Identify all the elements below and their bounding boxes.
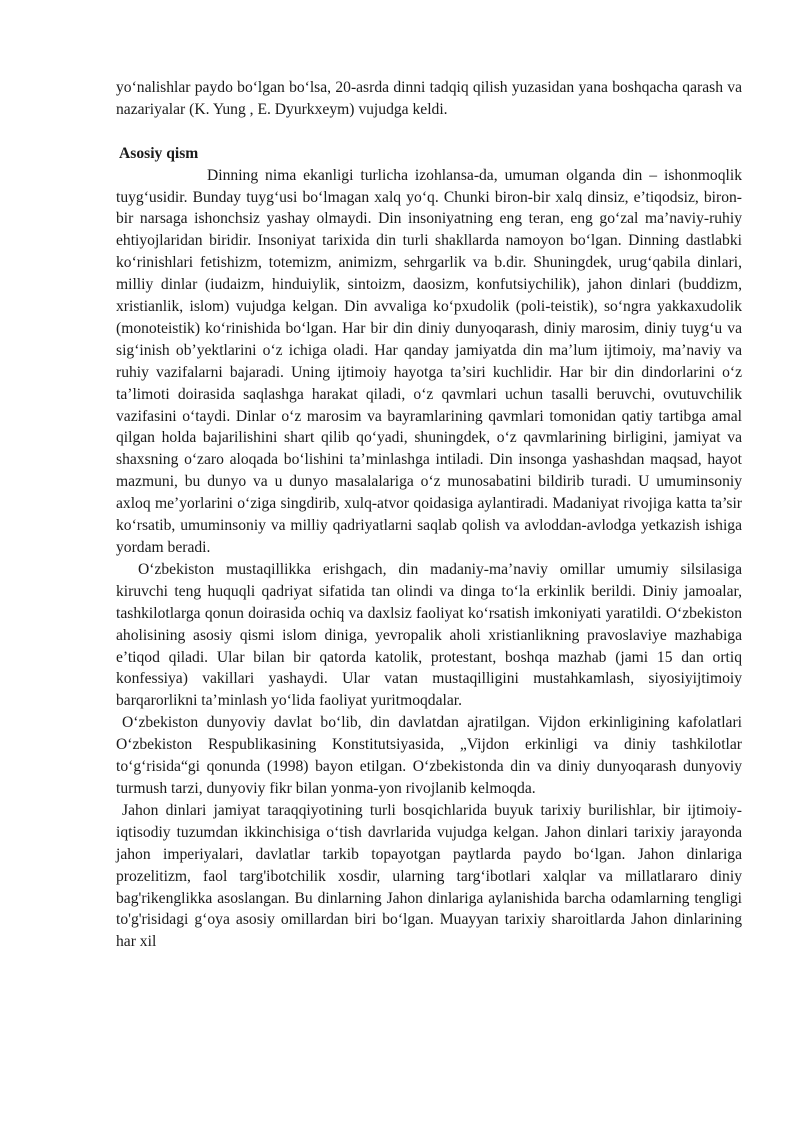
- document-body: [116, 77, 742, 953]
- paragraph-independence: O‘zbekiston mustaqillikka erishgach, din madaniy-ma’naviy omillar umumiy silsilasiga kiruvchi teng huquqli qadriyat sifatida tan olindi va dinga to‘la erkinlik berildi. Diniy jamoalar, tashkilotlarga qonun doirasida ochiq va daxlsiz faoliyat ko‘rsatish imkoniyati yaratildi. O‘zbekiston aholisining asosiy qismi islom diniga, yevropalik aholi xristianlikning pravoslaviye mazhabiga e’tiqod qiladi. Ular bilan bir qatorda katolik, protestant, boshqa mazhab (jami 15 dan ortiq konfessiya) vakillari yashaydi. Ular vatan mustaqilligini mustahkamlash, siyosiyijtimoiy barqarorlikni ta’minlash yo‘lida faoliyat yuritmoqdalar.: [116, 560, 742, 710]
- section-heading: Asosiy qism: [119, 144, 199, 162]
- paragraph-religion-definition: Dinning nima ekanligi turlicha izohlansa-da, umuman olganda din – ishonmoqlik tuyg‘usidir. Bunday tuyg‘usi bo‘lmagan xalq yo‘q. Chunki biron-bir xalq dinsiz, e’tiqodsiz, biron-bir narsaga ishonchsiz yashay olmaydi. Din insoniyatning eng teran, eng go‘zal ma’naviy-ruhiy ehtiyojlaridan biridir. Insoniyat tarixida din turli shakllarda namoyon bo‘lgan. Dinning dastlabki ko‘rinishlari fetishizm, totemizm, animizm, sehrgarlik va b.dir. Shuningdek, urug‘qabila dinlari, milliy dinlar (iudaizm, hinduiylik, sintoizm, daosizm, konfutsiychilik), jahon dinlari (buddizm, xristianlik, islom) vujudga kelgan. Din avvaliga ko‘pxudolik (poli-teistik), so‘ngra yakkaxudolik (monoteistik) ko‘rinishida bo‘lgan. Har bir din diniy dunyoqarash, diniy marosim, diniy tuyg‘u va sig‘inish ob’yektlarini o‘z ichiga oladi. Har qanday jamiyatda din ma’lum ijtimoiy, ma’naviy va ruhiy vazifalarni bajaradi. Uning ijtimoiy hayotga ta’siri kuchlidir. Har bir din dindorlarini o‘z ta’limoti doirasida saqlashga harakat qiladi, o‘z qavmlari uchun tasalli beruvchi, ovutuvchilik vazifasini o‘taydi. Dinlar o‘z marosim va bayramlarining qavmlari tomonidan qatiy tartibga amal qilgan holda bajarilishini shart qilib qo‘yadi, shuningdek, o‘z qavmlarining birligini, jamiyat va shaxsning o‘zaro aloqada bo‘lishini ta’minlashga intiladi. Din insonga yashashdan maqsad, hayot mazmuni, bu dunyo va u dunyo masalalariga o‘z munosabatini bildirib turadi. U umuminsoniy axloq me’yorlarini o‘ziga singdirib, xulq-atvor qoidasiga aylantiradi. Madaniyat rivojiga katta ta’sir ko‘rsatib, umuminsoniy va milliy qadriyatlarni saqlab qolish va avloddan-avlodga yetkazish ishiga yordam beradi.: [116, 166, 742, 557]
- paragraph-world-religions: Jahon dinlari jamiyat taraqqiyotining turli bosqichlarida buyuk tarixiy burilishlar, bir ijtimoiy-iqtisodiy tuzumdan ikkinchisiga o‘tish davrlarida vujudga kelgan. Jahon dinlari tarixiy jarayonda jahon imperiyalari, davlatlar tarkib topayotgan paytlarda paydo bo‘lgan. Jahon dinlariga prozelitizm, faol targ'ibotchilik xosdir, ularning targ‘ibotlari xalqlar va millatlararo diniy bag'rikenglikka asoslangan. Bu dinlarning Jahon dinlariga aylanishida barcha odamlarning tengligi to'g'risidagi g‘oya asosiy omillardan biri bo‘lgan. Muayyan tarixiy sharoitlarda Jahon dinlarining har xil: [116, 801, 742, 951]
- paragraph-secular-state: O‘zbekiston dunyoviy davlat bo‘lib, din davlatdan ajratilgan. Vijdon erkinligining kafolatlari O‘zbekiston Respublikasining Konstitutsiyasida, „Vijdon erkinligi va diniy tashkilotlar to‘g‘risida“gi qonunda (1998) bayon etilgan. O‘zbekistonda din va diniy dunyoqarash dunyoviy turmush tarzi, dunyoviy fikr bilan yonma-yon rivojlanib kelmoqda.: [116, 714, 742, 797]
- intro-paragraph: yo‘nalishlar paydo bo‘lgan bo‘lsa, 20-asrda dinni tadqiq qilish yuzasidan yana boshqacha qarash va nazariyalar (K. Yung , E. Dyurkxeym) vujudga keldi.: [116, 79, 742, 118]
